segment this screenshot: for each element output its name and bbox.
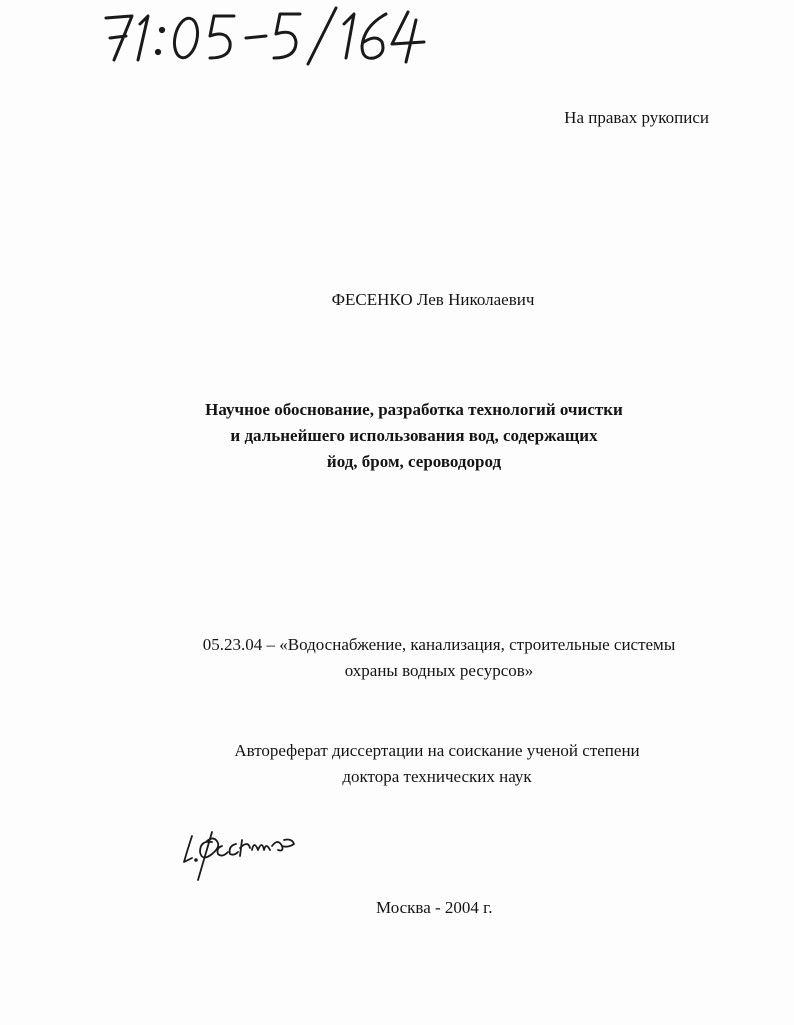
archive-code-drawing — [100, 2, 430, 74]
abstract-line: доктора технических наук — [342, 767, 532, 786]
title-line: Научное обоснование, разработка технологий очистки — [205, 400, 623, 419]
archive-code-handwritten — [100, 2, 430, 74]
dissertation-title — [0, 397, 794, 475]
specialty-code — [0, 632, 794, 684]
specialty-line: охраны водных ресурсов» — [344, 661, 534, 680]
title-line: йод, бром, сероводород — [326, 452, 502, 471]
signature-drawing — [178, 818, 308, 884]
abstract-line: Автореферат диссертации на соискание ученой степени — [234, 741, 640, 760]
rights-notice: На правах рукописи — [564, 108, 709, 127]
author-signature — [178, 818, 308, 884]
city-year: Москва - 2004 г. — [376, 898, 493, 917]
title-line: и дальнейшего использования вод, содержащих — [230, 426, 598, 445]
abstract-description — [0, 738, 794, 790]
specialty-line: 05.23.04 – «Водоснабжение, канализация, строительные системы — [202, 635, 676, 654]
author-name: ФЕСЕНКО Лев Николаевич — [331, 290, 535, 309]
